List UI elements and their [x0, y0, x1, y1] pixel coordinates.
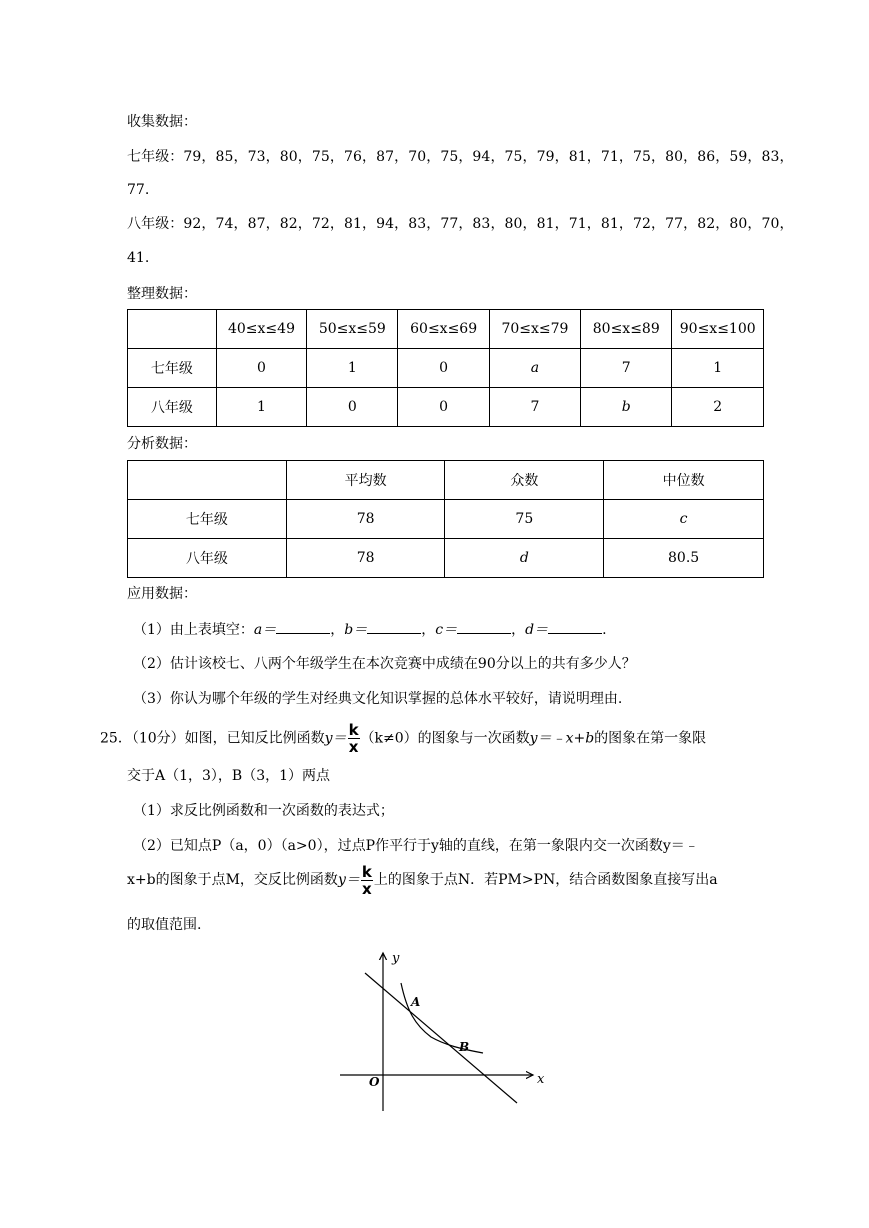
table-cell: [128, 310, 217, 349]
table-cell: 1: [672, 349, 764, 388]
table-row: [128, 388, 764, 427]
grade8-data-line1: 八年级：92，74，87，82，72，81，94，83，77，83，80，81，71，81，72，77，82，80，70，: [127, 216, 794, 232]
fraction-numerator: k: [348, 721, 359, 739]
table-cell: 0: [307, 388, 398, 427]
answer-blank-d[interactable]: [548, 619, 602, 634]
grade8-data-line2: 41.: [127, 250, 150, 266]
table-row: [128, 539, 764, 578]
table-cell: 78: [286, 539, 445, 578]
table-cell: 0: [216, 349, 306, 388]
table-header: 平均数: [286, 461, 445, 500]
q1-separator: ，: [421, 622, 436, 638]
grade7-data-line2: 77.: [127, 182, 150, 198]
problem-25-q2-line2: [127, 862, 718, 898]
p25-intro-a: 25．（10分）如图，已知反比例函数: [100, 730, 325, 747]
table-cell: 八年级: [128, 388, 217, 427]
problem-25-q2-line3: 的取值范围.: [127, 917, 202, 933]
table-cell: 78: [286, 500, 445, 539]
table-cell: 7: [489, 388, 580, 427]
problem-25-intro: [100, 722, 706, 755]
apply-question-1: [133, 619, 607, 640]
q1-end: .: [602, 622, 607, 638]
apply-question-2: （2）估计该校七、八两个年级学生在本次竞赛中成绩在90分以上的共有多少人？: [133, 656, 636, 672]
table-cell: 75: [445, 500, 604, 539]
table-cell: 七年级: [128, 500, 287, 539]
inverse-function-curve: [401, 983, 483, 1053]
table-header-row: [128, 461, 764, 500]
y-axis-label: y: [392, 951, 400, 966]
table-row: [128, 500, 764, 539]
table-header: 中位数: [604, 461, 764, 500]
table-header: 80≤x≤89: [581, 310, 672, 349]
q1-d-label: d＝: [525, 622, 549, 638]
table-header-row: [128, 310, 764, 349]
function-graph-figure: [335, 945, 550, 1115]
answer-blank-a[interactable]: [276, 619, 330, 634]
answer-blank-b[interactable]: [367, 619, 421, 634]
q1-a-label: a＝: [253, 622, 277, 638]
table-header: 60≤x≤69: [398, 310, 489, 349]
q1-prefix: （1）由上表填空：: [133, 622, 254, 638]
table-cell: 0: [398, 349, 489, 388]
q2-line2-b: 上的图象于点N．若PM>PN，结合函数图象直接写出a: [373, 872, 718, 888]
table-header: 众数: [445, 461, 604, 500]
apply-question-3: （3）你认为哪个年级的学生对经典文化知识掌握的总体水平较好，请说明理由.: [133, 691, 623, 707]
table-cell: 七年级: [128, 349, 217, 388]
q1-b-label: b＝: [344, 622, 368, 638]
problem-25-line2: 交于A（1，3），B（3，1）两点: [127, 768, 331, 784]
q1-separator: ，: [511, 622, 526, 638]
table-cell: d: [445, 539, 604, 578]
table-cell: c: [604, 500, 764, 539]
table-cell: a: [489, 349, 580, 388]
p25-intro-c: y＝﹣x+b: [529, 730, 595, 747]
table-header: 70≤x≤79: [489, 310, 580, 349]
q2-line2-a: x+b的图象于点M，交反比例函数: [127, 872, 338, 888]
x-axis-label: x: [537, 1072, 545, 1087]
p25-y-eq: y＝: [324, 730, 347, 747]
origin-label: O: [369, 1075, 380, 1089]
point-b-label: B: [459, 1040, 470, 1054]
apply-heading: 应用数据：: [127, 586, 197, 602]
table-cell: b: [581, 388, 672, 427]
organize-heading: 整理数据：: [127, 286, 197, 302]
table-cell: 80.5: [604, 539, 764, 578]
statistics-table: [127, 460, 764, 578]
fraction-denominator: x: [348, 738, 359, 756]
analyze-heading: 分析数据：: [127, 436, 197, 452]
answer-blank-c[interactable]: [457, 619, 511, 634]
p25-intro-d: 的图象在第一象限: [594, 730, 707, 747]
table-cell: 2: [672, 388, 764, 427]
p25-intro-b: （k≠0）的图象与一次函数: [360, 730, 530, 747]
q1-c-label: c＝: [435, 622, 458, 638]
table-cell: 1: [307, 349, 398, 388]
table-cell: 1: [216, 388, 306, 427]
table-cell: 0: [398, 388, 489, 427]
collect-heading: 收集数据：: [127, 114, 197, 130]
fraction-k-over-x: [361, 864, 373, 897]
table-row: [128, 349, 764, 388]
table-header: 90≤x≤100: [672, 310, 764, 349]
fraction-numerator: k: [361, 862, 372, 881]
grade7-data-line1: 七年级：79，85，73，80，75，76，87，70，75，94，75，79，81，71，75，80，86，59，83，: [127, 149, 794, 165]
q2-y-eq: y＝: [337, 872, 360, 888]
linear-function-line: [365, 973, 517, 1103]
fraction-denominator: x: [362, 879, 372, 898]
table-cell: [128, 461, 287, 500]
fraction-k-over-x: [348, 722, 360, 755]
table-cell: 7: [581, 349, 672, 388]
q1-separator: ，: [330, 622, 345, 638]
table-header: 50≤x≤59: [307, 310, 398, 349]
frequency-table: [127, 309, 764, 427]
table-header: 40≤x≤49: [216, 310, 306, 349]
problem-25-q2-line1: （2）已知点P（a，0）（a>0），过点P作平行于y轴的直线，在第一象限内交一次函数y＝﹣: [133, 838, 699, 854]
table-cell: 八年级: [128, 539, 287, 578]
problem-25-q1: （1）求反比例函数和一次函数的表达式；: [133, 803, 394, 819]
point-a-label: A: [411, 995, 421, 1009]
